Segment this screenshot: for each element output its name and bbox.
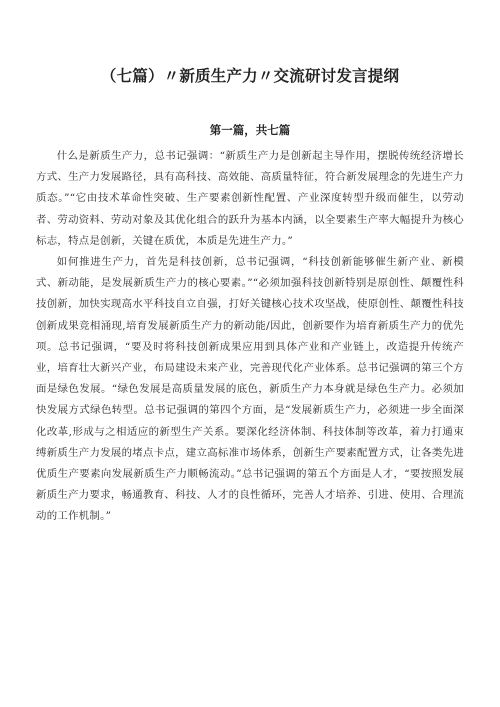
paragraph: 什么是新质生产力，总书记强调：“新质生产力是创新起主导作用，摆脱传统经济增长方式、生产力发展路径，具有高科技、高效能、高质量特征，符合新发展理念的先进生产力质态。”“它由技术革命性突破、生产要素创新性配置、产业深度转型升级而催生，以劳动者、劳动资料、劳动对象及其优化组合的跃升为基本内涵，以全要素生产率大幅提升为核心标志，特点是创新，关键在质优，本质是先进生产力。” [36, 150, 464, 247]
document-title: （七篇）〃新质生产力〃交流研讨发言提纲 [100, 67, 400, 85]
section-heading: 第一篇，共七篇 [209, 123, 291, 137]
paragraph: 如何推进生产力，首先是科技创新，总书记强调，“科技创新能够催生新产业、新模式、新动能，是发展新质生产力的核心要素。”“必须加强科技创新特别是原创性、颠覆性科技创新，加快实现高水平科技自立自强，打好关键核心技术攻坚战，使原创性、颠覆性科技创新成果竞相涌现,培育发展新质生产力的新动能/因此，创新要作为培育新质生产力的优先项。总书记强调，“要及时将科技创新成果应用到具体产业和产业链上，改造提升传统产业，培育壮大新兴产业，布局建设未来产业，完善现代化产业体系。总书记强调的第三个方面是绿色发展。“绿色发展是高质量发展的底色，新质生产力本身就是绿色生产力。必须加快发展方式绿色转型。总书记强调的第四个方面，是“发展新质生产力，必须进一步全面深化改革,形成与之相适应的新型生产关系。要深化经济体制、科技体制等改革，着力打通束缚新质生产力发展的堵点卡点，建立高标准市场体系，创新生产要素配置方式，让各类先进优质生产要素向发展新质生产力顺畅流动。”总书记强调的第五个方面是人才，“要按照发展新质生产力要求，畅通教育、科技、人才的良性循环，完善人才培养、引进、使用、合理流动的工作机制。” [36, 256, 464, 523]
document-body [36, 146, 464, 528]
